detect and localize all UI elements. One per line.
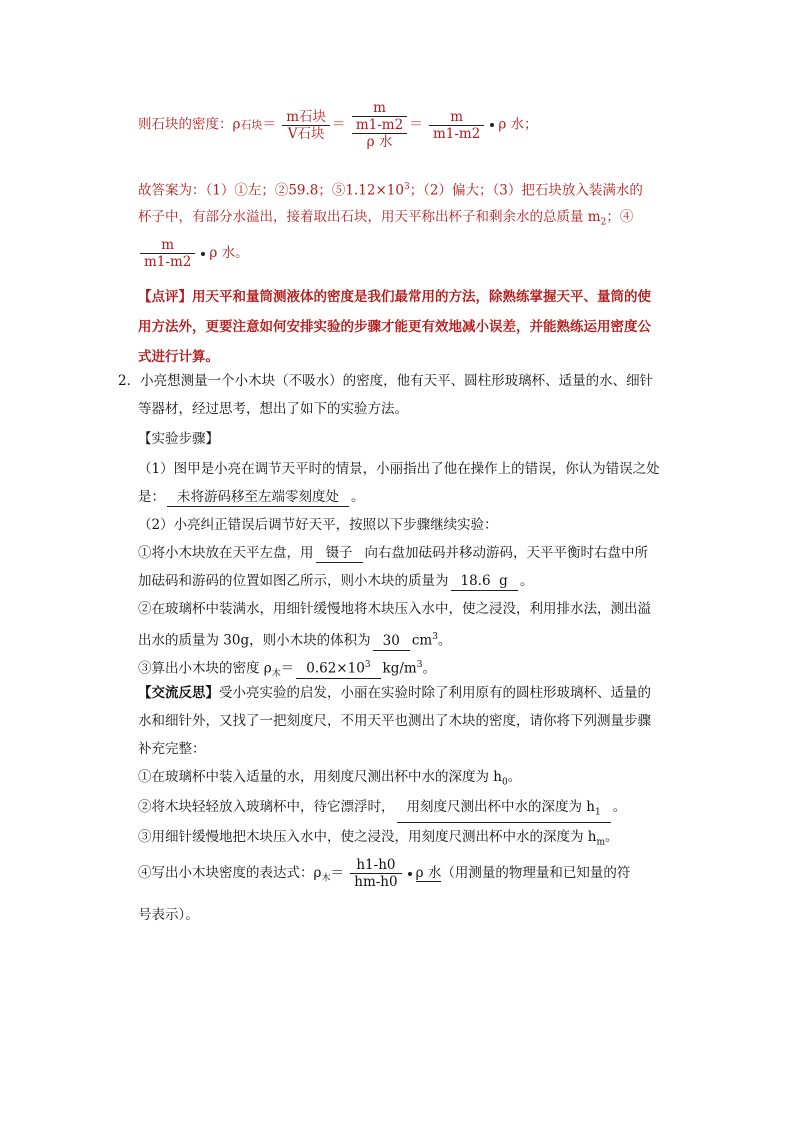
answer-blank-error: 未将游码移至左端零刻度处 xyxy=(167,488,349,507)
density-formula-line: 则石块的密度：ρ石块＝ $\frac{\text{m石块}}{\text{V石块}}$ ＝ m m1-m2 ρ 水 ＝ $\frac{m}{m1-m2}$ ρ 水； xyxy=(138,100,538,150)
step2b-line-2: 出水的质量为 30g，则小木块的体积为 30 $cm^3$。 xyxy=(138,632,452,649)
step2a-line-2: 加砝码和游码的位置如图乙所示，则小木块的质量为 18.6 g 。 xyxy=(138,573,534,589)
answer-blank-volume: 30 xyxy=(373,632,410,651)
fraction-1: $\frac{\text{m石块}}{\text{V石块}}$ xyxy=(282,109,330,142)
comment-line-1: 【点评】用天平和量筒测液体的密度是我们最常用的方法，除熟练掌握天平、量筒的使 xyxy=(138,289,651,305)
fraction-3: $\frac{m}{m1-m2}$ xyxy=(429,109,484,142)
reflect-step-3: ③用细针缓慢地把木块压入水中，使之浸没，用刻度尺测出杯中水的深度为 $h_m$。 xyxy=(138,829,619,848)
reflect-step-4-line-2: 号表示）。 xyxy=(138,907,199,923)
steps-title: 【实验步骤】 xyxy=(138,431,219,447)
question-number: 2． xyxy=(118,373,141,389)
reflect-line-3: 补充完整： xyxy=(138,741,206,757)
comment-tag: 【点评】 xyxy=(138,289,192,305)
comment-line-2: 用方法外，更要注意如何安排实验的步骤才能更有效地减小误差，并能熟练运用密度公 xyxy=(138,319,651,335)
answer-line-1: 故答案为：（1）①左；②59.8；$⑤1.12\times 10^3$；（2）偏大；（3）把石块放入装满水的 xyxy=(138,182,643,199)
answer-line-2: 杯子中，有部分水溢出，接着取出石块，用天平称出杯子和剩余水的总质量 $m_2$；④ xyxy=(138,209,634,228)
step2c-line: ③算出小木块的密度 $\rho_木= 0.62\times 10^3$ $kg/m^3$。 xyxy=(138,650,678,689)
reflect-line-1: 【交流反思】受小亮实验的启发，小丽在实验时除了利用原有的圆柱形玻璃杯、适量的 xyxy=(138,685,651,701)
reflect-line-2: 水和细针外，又找了一把刻度尺，不用天平也测出了木块的密度，请你将下列测量步骤 xyxy=(138,713,651,729)
step2-line: （2）小亮纠正错误后调节好天平，按照以下步骤继续实验： xyxy=(138,517,498,533)
question-2-line-1: 2．小亮想测量一个小木块（不吸水）的密度，他有天平、圆柱形玻璃杯、适量的水、细针 xyxy=(118,373,654,389)
fraction-2: m m1-m2 ρ 水 xyxy=(352,100,407,150)
answer-fraction: $\frac{m}{m1-m2}$ xyxy=(140,237,195,270)
wood-density-fraction: $\frac{h1-h0}{hm-h0}$ xyxy=(350,857,401,890)
step2a-line-1: ①将小木块放在天平左盘，用 镊子 向右盘加砝码并移动游码，天平平衡时右盘中所 xyxy=(138,545,648,561)
answer-blank-density: $0.62\times 10^3$ xyxy=(296,656,380,679)
comment-line-3: 式进行计算。 xyxy=(138,349,219,365)
answer-blank-mass: 18.6 g xyxy=(451,572,518,591)
question-2-line-2: 等器材，经过思考，想出了如下的实验方法。 xyxy=(138,401,408,417)
step1-line-1: （1）图甲是小亮在调节天平时的情景，小丽指出了他在操作上的错误，你认为错误之处 xyxy=(138,461,660,477)
answer-blank-h1: 用刻度尺测出杯中水的深度为 $h_1$ xyxy=(397,798,611,823)
answer-blank-tweezers: 镊子 xyxy=(316,544,363,563)
reflect-step-4: ④写出小木块密度的表达式：$\rho_木=$ $\frac{h1-h0}{hm-h0}$ ρ 水（用测量的物理量和已知量的符 xyxy=(138,857,631,890)
step2b-line-1: ②在玻璃杯中装满水，用细针缓慢地将木块压入水中，使之浸没，利用排水法，测出溢 xyxy=(138,601,651,617)
reflect-step-2: ②将木块轻轻放入玻璃杯中，待它漂浮时， 用刻度尺测出杯中水的深度为 $h_1$ 。 xyxy=(138,792,678,823)
reflect-tag: 【交流反思】 xyxy=(138,685,219,701)
rho-subscript: 石块 xyxy=(240,118,263,132)
formula-prefix: 则石块的密度：ρ xyxy=(138,116,241,133)
answer-line-3: $\frac{m}{m1-m2}$ ρ 水。 xyxy=(138,236,678,270)
equals-sign: ＝ xyxy=(262,116,276,133)
step1-line-2: 是： 未将游码移至左端零刻度处 。 xyxy=(138,489,365,505)
multiply-dot xyxy=(490,123,494,127)
reflect-step-1: ①在玻璃杯中装入适量的水，用刻度尺测出杯中水的深度为 $h_0$。 xyxy=(138,769,522,788)
